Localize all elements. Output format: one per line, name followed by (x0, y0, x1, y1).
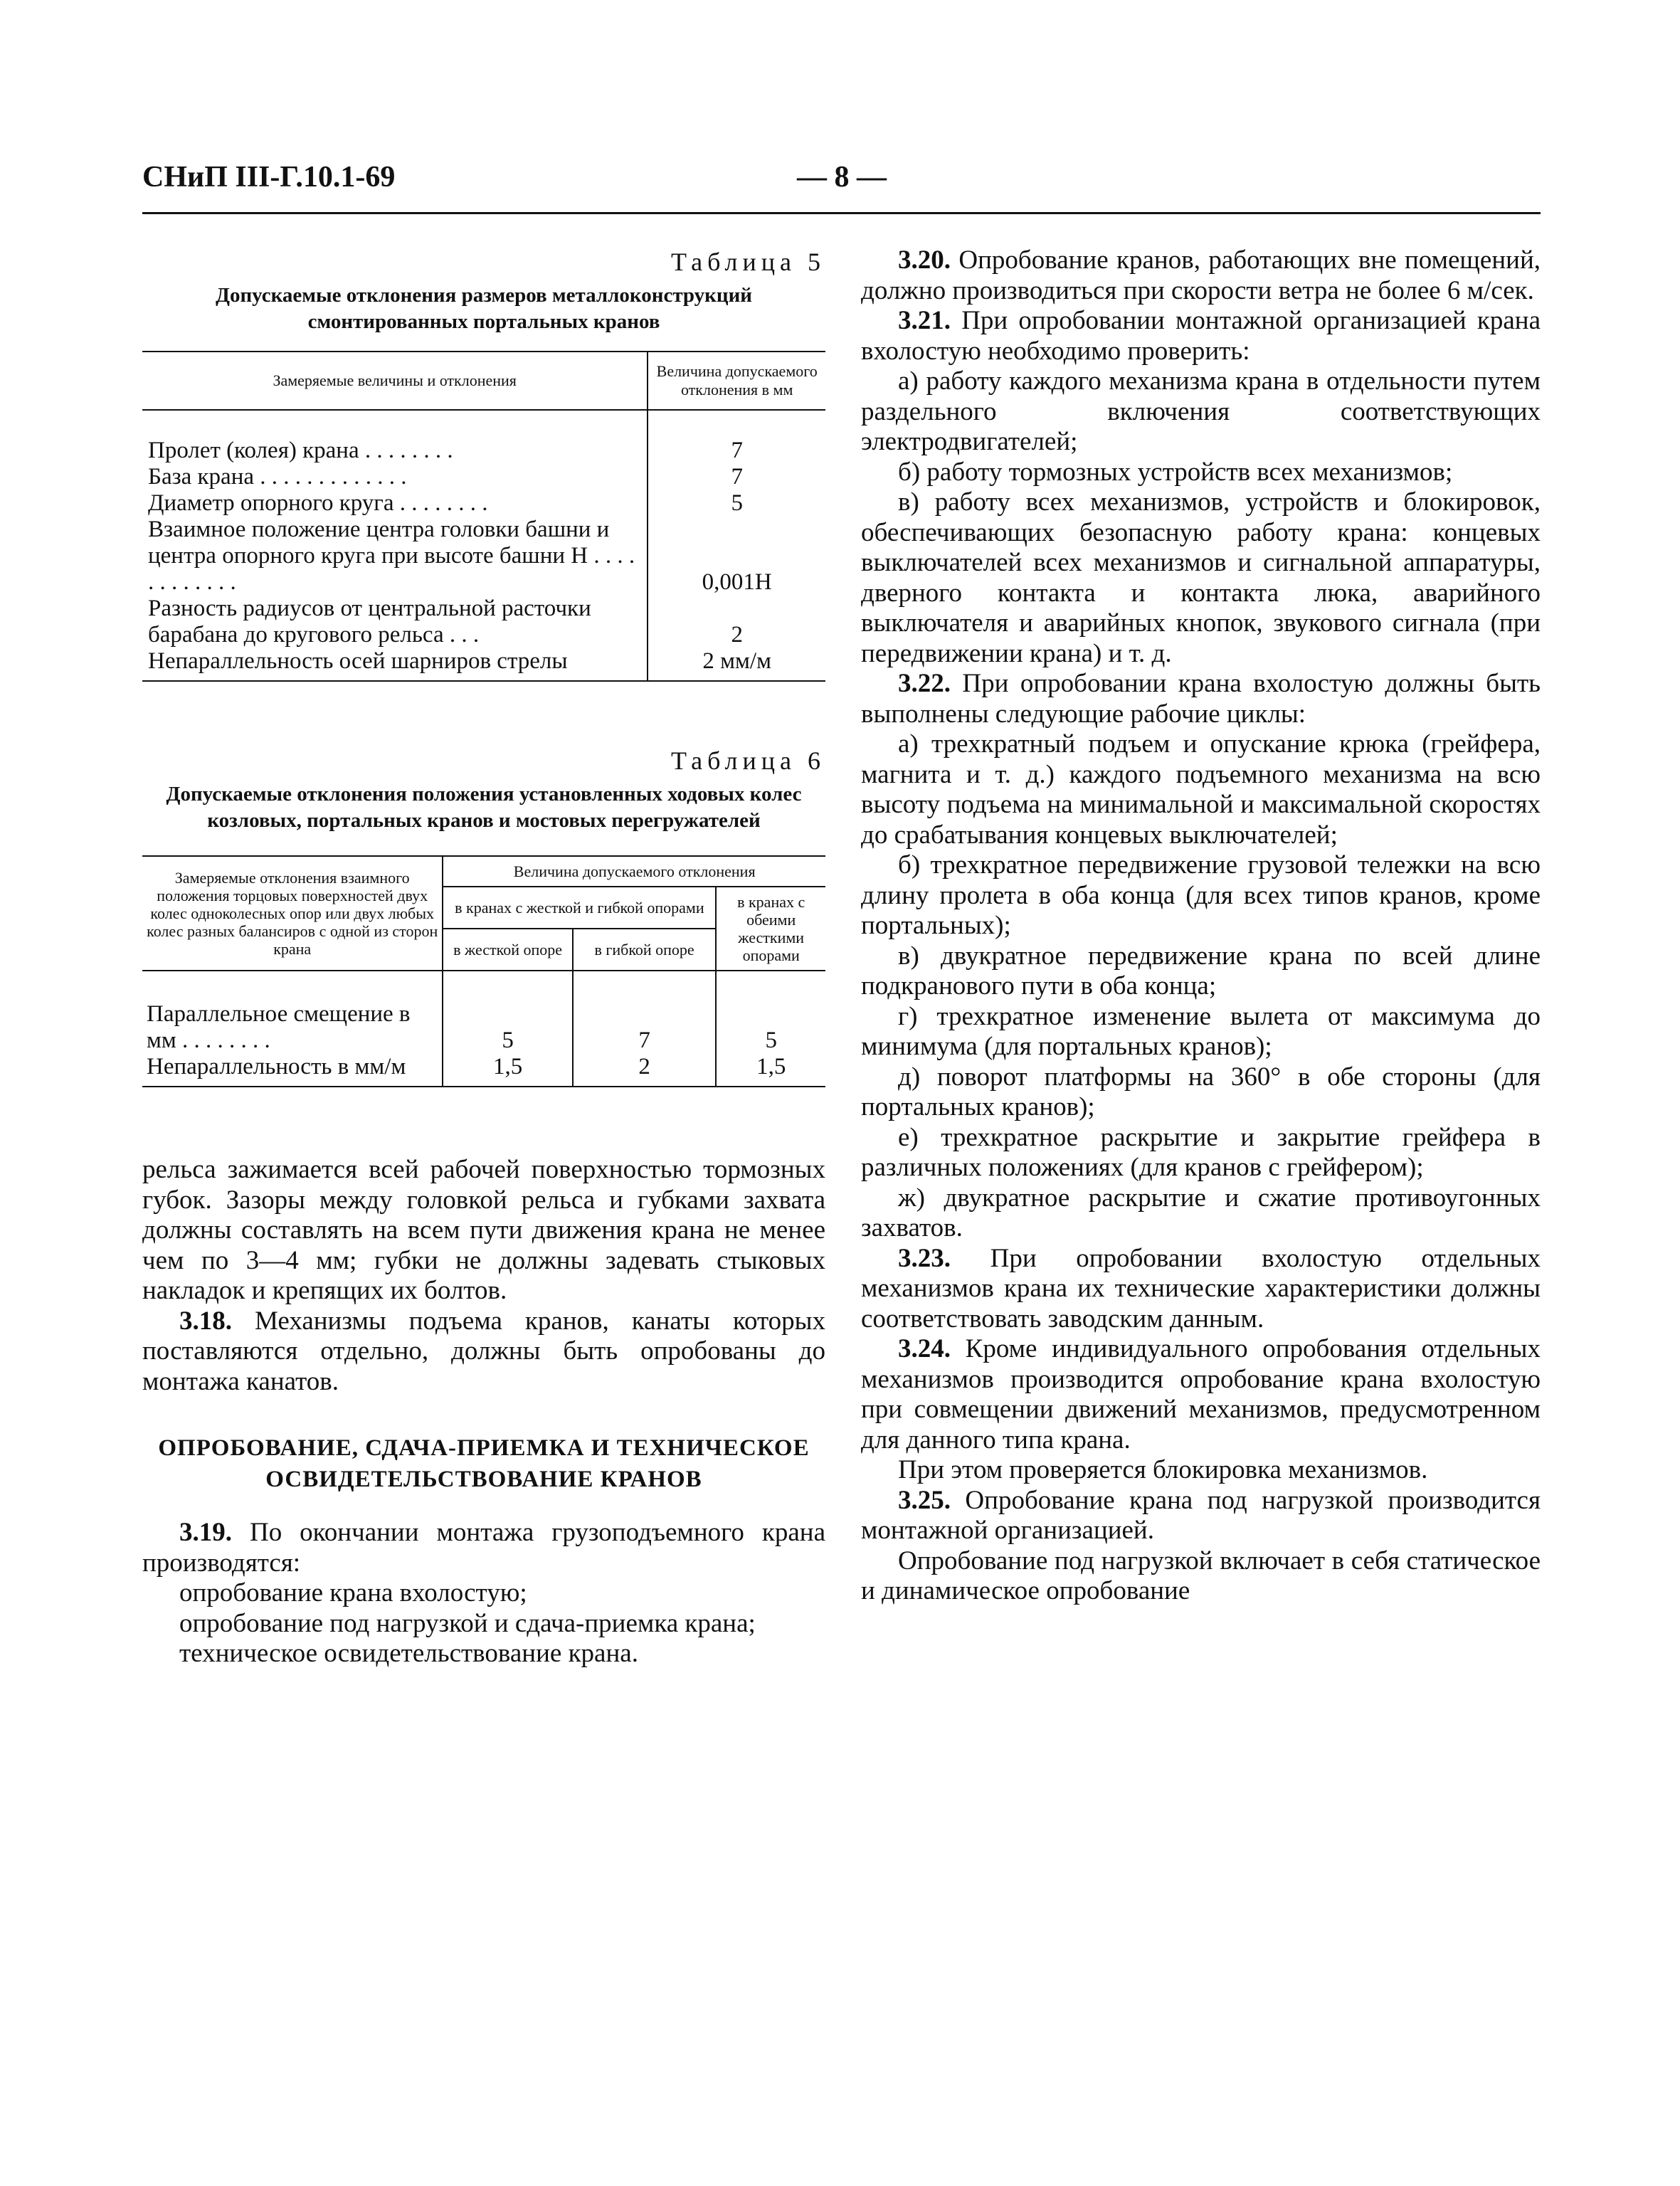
clause-number: 3.22. (898, 669, 951, 698)
table-row (142, 517, 825, 596)
table6 (142, 855, 825, 1087)
row-label: Диаметр опорного круга . . . . . . . . (148, 490, 488, 516)
row-value-both-rigid: 5 (716, 971, 825, 1054)
row-value: 2 (648, 596, 825, 648)
paragraph: При этом проверяется блокировка механизмов. (898, 1455, 1428, 1484)
row-value: 5 (648, 490, 825, 517)
paragraph-3-21 (861, 306, 1541, 366)
clause-number: 3.24. (898, 1334, 951, 1363)
section-heading: ОПРОБОВАНИЕ, СДАЧА-ПРИЕМКА И ТЕХНИЧЕСКОЕ ОСВИДЕТЕЛЬСТВОВАНИЕ КРАНОВ (158, 1435, 810, 1492)
table6-sub-header-both-rigid: в кранах с обеими жесткими опорами (716, 887, 825, 971)
clause-number: 3.20. (898, 245, 951, 275)
document-code: СНиП III-Г.10.1-69 (142, 161, 396, 194)
row-value-flexible: 2 (573, 1054, 717, 1087)
list-item: в) работу всех механизмов, устройств и блокировок, обеспечивающих безопасную работу крана: концевых выключателей всех механизмов и сигнальной аппаратуры, дверного контакта и контакта люка, аварийного выключателя и аварийных кнопок, звукового сигнала (при передвижении крана) и т. д. (861, 487, 1541, 668)
paragraph-3-23 (861, 1244, 1541, 1335)
list-item: опробование крана вхолостую; (179, 1578, 527, 1607)
paragraph-3-24 (861, 1334, 1541, 1455)
row-label: Пролет (колея) крана . . . . . . . . (148, 438, 453, 463)
list-item: техническое освидетельствование крана. (179, 1639, 638, 1668)
table-row (142, 410, 825, 464)
list-item: а) работу каждого механизма крана в отдельности путем раздельного включения соответствующих электродвигателей; (861, 366, 1541, 456)
row-label: Непараллельность осей шарниров стрелы (148, 648, 568, 674)
table6-caption: Таблица 6 (671, 746, 825, 775)
row-value-rigid: 1,5 (443, 1054, 572, 1087)
table-row (142, 971, 825, 1054)
paragraph-3-18 (142, 1306, 825, 1398)
table-row (142, 1054, 825, 1087)
clause-text: Опробование крана под нагрузкой производится монтажной организацией. (861, 1485, 1541, 1545)
row-value: 7 (648, 410, 825, 464)
table-row (142, 596, 825, 648)
page-number: — 8 — (797, 161, 887, 194)
row-value-flexible: 7 (573, 971, 717, 1054)
list-item: опробование под нагрузкой и сдача-приемка крана; (179, 1608, 756, 1638)
paragraph-3-22 (861, 669, 1541, 729)
list-item: д) поворот платформы на 360° в обе стороны (для портальных кранов); (861, 1062, 1541, 1121)
paragraph-3-19 (142, 1518, 825, 1578)
table5-title: Допускаемые отклонения размеров металлоконструкций смонтированных портальных кранов (216, 284, 752, 333)
paragraph-3-25 (861, 1486, 1541, 1546)
clause-text: При опробовании монтажной организацией крана вхолостую необходимо проверить: (861, 306, 1541, 366)
list-item: а) трехкратный подъем и опускание крюка (грейфера, магнита и т. д.) каждого подъемного механизма на всю высоту подъема на минимальной и максимальной скоростях до срабатывания концевых выключателей; (861, 729, 1541, 850)
list-item: б) трехкратное передвижение грузовой тележки на всю длину пролета в оба конца (для всех типов кранов, кроме портальных); (861, 850, 1541, 940)
row-label: Непараллельность в мм/м (147, 1054, 406, 1079)
paragraph: рельса зажимается всей рабочей поверхностью тормозных губок. Зазоры между головкой рельса и губками захвата должны составлять на всем пути движения крана не менее чем по 3—4 мм; губки не должны задевать стыковых накладок и крепящих их болтов. (142, 1155, 825, 1305)
table6-group-header: Величина допускаемого отклонения (443, 856, 825, 887)
list-item: г) трехкратное изменение вылета от максимума до минимума (для портальных кранов); (861, 1001, 1541, 1061)
table6-sub-header-flexible: в гибкой опоре (573, 929, 717, 971)
clause-text: Опробование кранов, работающих вне помещений, должно производиться при скорости ветра не более 6 м/сек. (861, 245, 1541, 305)
paragraph-3-20 (861, 245, 1541, 306)
table6-col-header-measure: Замеряемые отклонения взаимного положения торцовых поверхностей двух колес одноколесных опор или двух любых колес разных балансиров с одной из сторон крана (142, 856, 443, 971)
list-item: ж) двукратное раскрытие и сжатие противоугонных захватов. (861, 1183, 1541, 1242)
row-label: Разность радиусов от центральной расточки барабана до кругового рельса . . . (148, 596, 591, 648)
clause-text: При опробовании вхолостую отдельных механизмов крана их технические характеристики должны соответствовать заводским данным. (861, 1243, 1541, 1334)
clause-number: 3.19. (179, 1518, 232, 1547)
header-rule (142, 212, 1541, 214)
row-value-both-rigid: 1,5 (716, 1054, 825, 1087)
paragraph: Опробование под нагрузкой включает в себя статическое и динамическое опробование (861, 1546, 1541, 1605)
clause-number: 3.25. (898, 1485, 951, 1515)
right-column (861, 245, 1541, 1607)
row-label: База крана . . . . . . . . . . . . . (148, 464, 407, 490)
row-value-rigid: 5 (443, 971, 572, 1054)
clause-text: По окончании монтажа грузоподъемного крана производятся: (142, 1518, 825, 1578)
table5 (142, 351, 825, 682)
list-item: б) работу тормозных устройств всех механизмов; (898, 457, 1453, 487)
row-value: 7 (648, 464, 825, 490)
list-item: в) двукратное передвижение крана по всей длине подкранового пути в оба конца; (861, 941, 1541, 1000)
table6-title: Допускаемые отклонения положения установленных ходовых колес козловых, портальных кранов и мостовых перегружателей (166, 783, 802, 832)
clause-number: 3.18. (179, 1306, 232, 1336)
left-column (142, 245, 825, 1669)
left-body-text (142, 1155, 825, 1669)
row-label: Параллельное смещение в мм . . . . . . . . (147, 1001, 411, 1053)
table6-sub-header-rigid: в жесткой опоре (443, 929, 572, 971)
clause-text: При опробовании крана вхолостую должны быть выполнены следующие рабочие циклы: (861, 669, 1541, 729)
table5-caption: Таблица 5 (671, 248, 825, 276)
clause-number: 3.21. (898, 306, 951, 335)
clause-text: Механизмы подъема кранов, канаты которых поставляются отдельно, должны быть опробованы до монтажа канатов. (142, 1306, 825, 1396)
table-row (142, 648, 825, 681)
row-value: 2 мм/м (648, 648, 825, 681)
clause-text: Кроме индивидуального опробования отдельных механизмов производится опробование крана вхолостую при совмещении движений механизмов, предусмотренном для данного типа крана. (861, 1334, 1541, 1454)
table5-col-header-measure: Замеряемые величины и отклонения (142, 352, 648, 410)
row-label: Взаимное положение центра головки башни и центра опорного круга при высоте башни H . . . . . . . . . . . . (148, 517, 635, 595)
list-item: е) трехкратное раскрытие и закрытие грейфера в различных положениях (для кранов с грейфером); (861, 1122, 1541, 1182)
table6-sub-header: в кранах с жесткой и гибкой опорами (443, 887, 716, 929)
table-row (142, 464, 825, 490)
clause-number: 3.23. (898, 1243, 951, 1273)
table5-col-header-value: Величина допускаемого отклонения в мм (648, 352, 825, 410)
row-value: 0,001H (648, 517, 825, 596)
table-row (142, 490, 825, 517)
